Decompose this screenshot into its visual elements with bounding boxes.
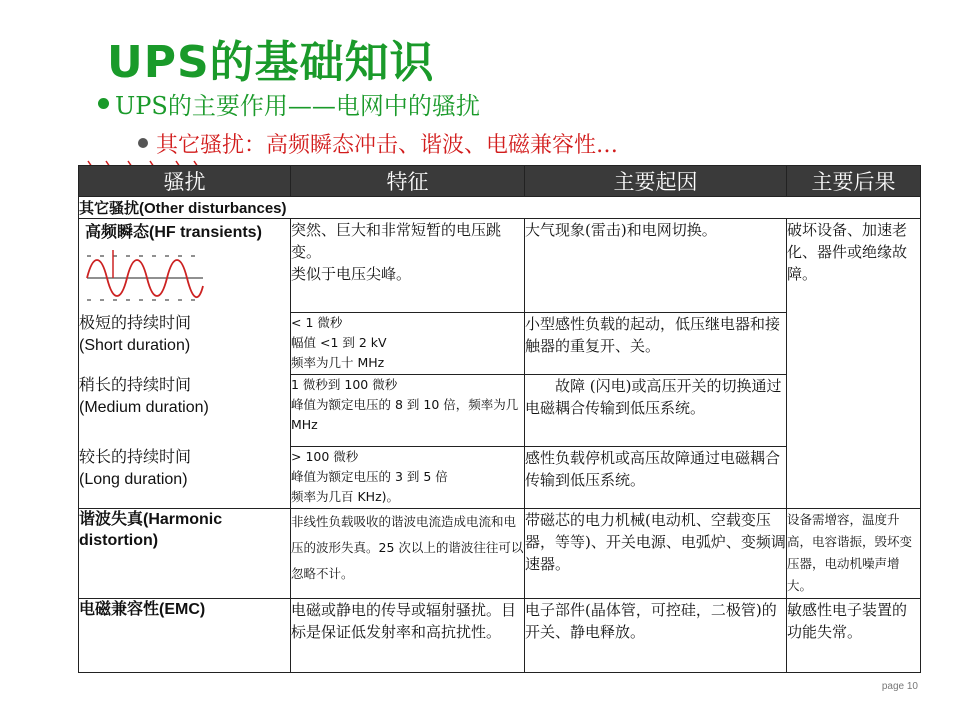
table-row xyxy=(79,599,921,673)
emc-effect: 敏感性电子装置的功能失常。 xyxy=(787,599,921,673)
harmonic-feature: 非线性负载吸收的谐波电流造成电流和电压的波形失真。25 次以上的谐波往往可以忽略不计。 xyxy=(291,509,525,599)
disturbance-table xyxy=(78,165,921,673)
header-effect: 主要后果 xyxy=(787,166,921,197)
table-row xyxy=(79,219,921,313)
harmonic-cause: 带磁芯的电力机械(电动机、空载变压器，等等)、开关电源、电弧炉、变频调速器。 xyxy=(525,509,787,599)
medium-duration-label: 稍长的持续时间 (Medium duration) xyxy=(79,375,291,447)
medium-duration-feature: 1 微秒到 100 微秒 峰值为额定电压的 8 到 10 倍，频率为几 MHz xyxy=(291,375,525,447)
long-duration-label: 较长的持续时间 (Long duration) xyxy=(79,447,291,509)
long-duration-cause: 感性负载停机或高压故障通过电磁耦合传输到低压系统。 xyxy=(525,447,787,509)
hf-cause: 大气现象(雷击)和电网切换。 xyxy=(525,219,787,313)
hf-feature: 突然、巨大和非常短暂的电压跳变。 类似于电压尖峰。 xyxy=(291,219,525,313)
bullet-dot-icon xyxy=(98,98,109,109)
long-duration-feature: > 100 微秒 峰值为额定电压的 3 到 5 倍 频率为几百 KHz)。 xyxy=(291,447,525,509)
short-duration-cause: 小型感性负载的起动，低压继电器和接触器的重复开、关。 xyxy=(525,313,787,375)
bullet-level2 xyxy=(138,128,618,159)
table-row xyxy=(79,509,921,599)
waveform-icon xyxy=(83,246,211,306)
section-label: 其它骚扰(Other disturbances) xyxy=(79,197,921,219)
bullet-level1-text: UPS的主要作用——电网中的骚扰 xyxy=(115,92,480,120)
harmonic-effect: 设备需增容，温度升高，电容谐振，毁坏变压器，电动机噪声增大。 xyxy=(787,509,921,599)
header-feature: 特征 xyxy=(291,166,525,197)
emc-cause: 电子部件(晶体管，可控硅，二极管)的开关、静电释放。 xyxy=(525,599,787,673)
bullet-level2-text: 其它骚扰：高频瞬态冲击、谐波、电磁兼容性… xyxy=(156,133,619,158)
emc-feature: 电磁或静电的传导或辐射骚扰。目标是保证低发射率和高抗扰性。 xyxy=(291,599,525,673)
slide-title: UPS的基础知识 xyxy=(107,37,435,88)
page-number: page 10 xyxy=(881,681,918,692)
bullet-level1 xyxy=(98,86,480,121)
hf-label: 高频瞬态(HF transients) xyxy=(85,224,262,241)
medium-duration-cause: 故障 (闪电)或高压开关的切换通过电磁耦合传输到低压系统。 xyxy=(525,375,787,447)
short-duration-feature: < 1 微秒 幅值 <1 到 2 kV 频率为几十 MHz xyxy=(291,313,525,375)
harmonic-label: 谐波失真(Harmonic distortion) xyxy=(79,509,291,599)
bullet-dot-icon xyxy=(138,138,148,148)
emc-label: 电磁兼容性(EMC) xyxy=(79,599,291,673)
header-cause: 主要起因 xyxy=(525,166,787,197)
table-header-row xyxy=(79,166,921,197)
section-row xyxy=(79,197,921,219)
short-duration-label: 极短的持续时间 (Short duration) xyxy=(79,313,291,375)
hf-effect: 破坏设备、加速老化、器件或绝缘故障。 xyxy=(787,219,921,509)
header-disturbance: 骚扰 xyxy=(79,166,291,197)
hf-label-cell xyxy=(79,219,291,313)
